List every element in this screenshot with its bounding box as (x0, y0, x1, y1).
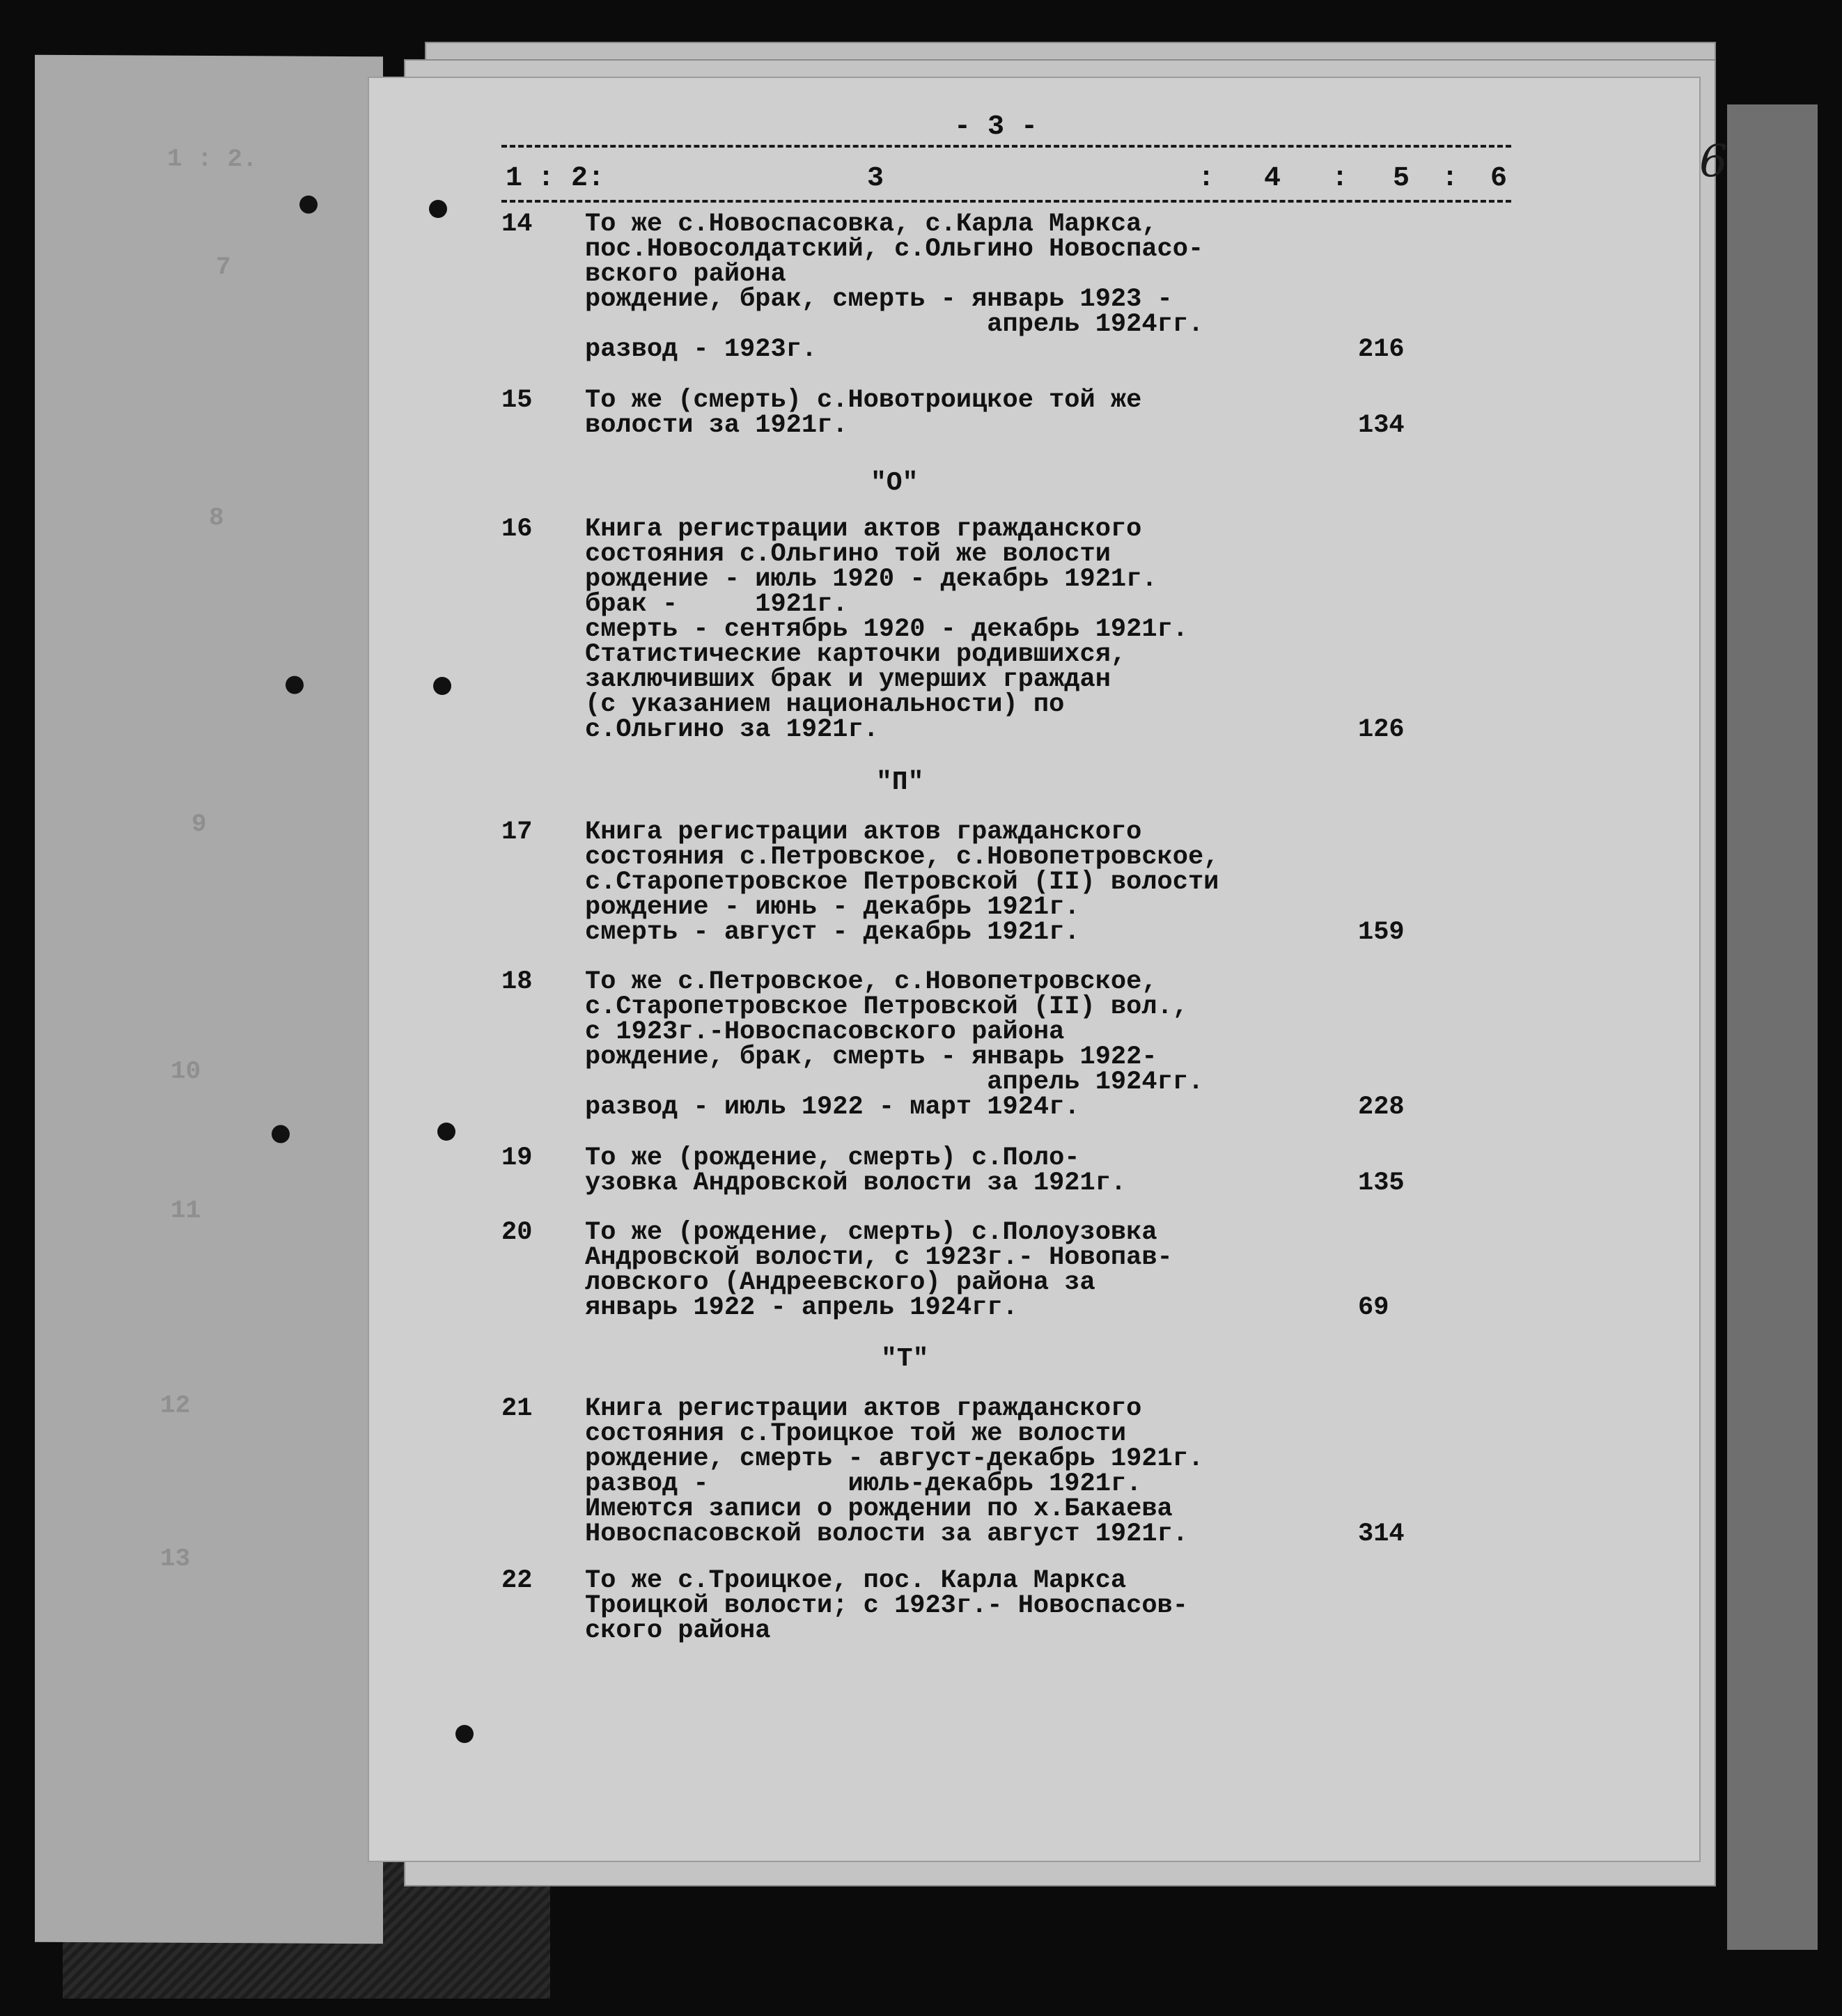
record-description (585, 1396, 1316, 1547)
column-header-6: 6 (1490, 163, 1508, 194)
record-description-line: с.Старопетровское Петровской (II) вол., (585, 992, 1188, 1022)
punch-hole (286, 676, 304, 694)
column-header-colon: : (1442, 163, 1459, 194)
record-number: 18 (501, 967, 533, 997)
record-number: 22 (501, 1566, 533, 1595)
left-page-entry-number: 9 (192, 809, 207, 838)
record-description-line: рождение, брак, смерть - январь 1923 - (585, 285, 1173, 314)
folder-board (1727, 104, 1818, 1950)
left-page (35, 55, 383, 1944)
record-description-line: развод - 1923г. (585, 335, 818, 364)
record-number: 21 (501, 1394, 533, 1423)
record-description-line: с.Старопетровское Петровской (II) волости (585, 868, 1219, 897)
column-header-colon: : (1332, 163, 1349, 194)
record-description-line: То же с.Петровское, с.Новопетровское, (585, 967, 1157, 997)
record-description (585, 1143, 1316, 1198)
column-header-2: 2: (571, 163, 605, 194)
left-page-entry-number: 12 (160, 1391, 191, 1420)
record-description-line: Троицкой волости; с 1923г.- Новоспасов- (585, 1591, 1188, 1620)
record-description (585, 1566, 1316, 1646)
record-description-line: (с указанием национальности) по (585, 690, 1065, 719)
record-description (585, 388, 1316, 438)
left-page-entry-number: 10 (171, 1056, 201, 1086)
top-rule (501, 145, 1511, 148)
column-header-3: 3 (867, 163, 884, 194)
record-description-line: волости за 1921г. (585, 411, 848, 440)
record-description-line: Новоспасовской волости за август 1921г. (585, 1519, 1188, 1549)
record-description (585, 517, 1316, 742)
record-number: 17 (501, 818, 533, 847)
section-letter-heading: "П" (876, 767, 924, 797)
record-item-count: 216 (1358, 335, 1405, 364)
punch-hole (433, 677, 451, 695)
record-description-line: Книга регистрации актов гражданского (585, 515, 1142, 544)
document-page (369, 78, 1699, 1861)
record-description-line: брак - 1921г. (585, 590, 848, 619)
record-description-line: Книга регистрации актов гражданского (585, 818, 1142, 847)
punch-hole (429, 200, 447, 218)
record-number: 16 (501, 515, 533, 544)
left-page-entry-number: 13 (160, 1544, 191, 1573)
record-description-line: ского района (585, 1616, 771, 1646)
record-number: 15 (501, 386, 533, 415)
record-description-line: пос.Новосолдатский, с.Ольгино Новоспасо- (585, 235, 1204, 264)
record-description-line: То же (рождение, смерть) с.Поло- (585, 1143, 1080, 1173)
column-header-1: 1 (506, 163, 523, 194)
record-description-line: смерть - август - декабрь 1921г. (585, 918, 1080, 947)
record-description-line: Имеются записи о рождении по х.Бакаева (585, 1494, 1173, 1524)
column-header-5: 5 (1393, 163, 1410, 194)
punch-hole (437, 1123, 455, 1141)
record-number: 19 (501, 1143, 533, 1173)
record-description (585, 820, 1316, 945)
handwritten-page-note: 6 (1699, 136, 1728, 187)
record-item-count: 69 (1358, 1293, 1389, 1322)
record-item-count: 159 (1358, 918, 1405, 947)
column-header-4: 4 (1264, 163, 1281, 194)
record-description-line: Статистические карточки родившихся, (585, 640, 1127, 669)
header-rule (501, 200, 1511, 203)
record-number: 14 (501, 210, 533, 239)
page-number: - 3 - (954, 111, 1038, 143)
record-description-line: с.Ольгино за 1921г. (585, 715, 879, 744)
section-letter-heading: "О" (871, 468, 919, 498)
record-description-line: вского района (585, 260, 786, 289)
record-description-line: Книга регистрации актов гражданского (585, 1394, 1142, 1423)
punch-hole (272, 1125, 290, 1143)
record-description (585, 969, 1316, 1120)
record-description-line: рождение - июнь - декабрь 1921г. (585, 893, 1080, 922)
column-header-colon: : (538, 163, 555, 194)
record-description-line: рождение, брак, смерть - январь 1922- (585, 1042, 1157, 1072)
section-letter-heading: "Т" (881, 1344, 929, 1374)
record-description-line: январь 1922 - апрель 1924гг. (585, 1293, 1018, 1322)
record-description-line: То же с.Новоспасовка, с.Карла Маркса, (585, 210, 1157, 239)
record-description (585, 212, 1316, 362)
left-page-entry-number: 11 (171, 1196, 201, 1225)
record-description-line: То же с.Троицкое, пос. Карла Маркса (585, 1566, 1127, 1595)
record-description-line: апрель 1924гг. (585, 1068, 1204, 1097)
record-description-line: состояния с.Петровское, с.Новопетровское, (585, 843, 1219, 872)
punch-hole (299, 196, 318, 214)
punch-hole (455, 1725, 474, 1743)
record-description-line: То же (смерть) с.Новотроицкое той же (585, 386, 1142, 415)
record-description-line: То же (рождение, смерть) с.Полоузовка (585, 1218, 1157, 1247)
left-page-header: 1 : 2. (167, 144, 258, 174)
record-description-line: Андровской волости, с 1923г.- Новопав- (585, 1243, 1173, 1272)
record-description-line: с 1923г.-Новоспасовского района (585, 1017, 1065, 1047)
record-description-line: рождение, смерть - август-декабрь 1921г. (585, 1444, 1204, 1474)
record-description-line: смерть - сентябрь 1920 - декабрь 1921г. (585, 615, 1188, 644)
record-description-line: рождение - июль 1920 - декабрь 1921г. (585, 565, 1157, 594)
record-description-line: развод - июль 1922 - март 1924г. (585, 1093, 1080, 1122)
record-number: 20 (501, 1218, 533, 1247)
record-description (585, 1220, 1316, 1320)
record-item-count: 228 (1358, 1093, 1405, 1122)
record-item-count: 135 (1358, 1169, 1405, 1198)
record-description-line: заключивших брак и умерших граждан (585, 665, 1111, 694)
record-description-line: развод - июль-декабрь 1921г. (585, 1469, 1142, 1499)
record-description-line: апрель 1924гг. (585, 310, 1204, 339)
record-item-count: 134 (1358, 411, 1405, 440)
record-description-line: ловского (Андреевского) района за (585, 1268, 1095, 1297)
left-page-entry-number: 8 (209, 503, 224, 533)
record-description-line: состояния с.Троицкое той же волости (585, 1419, 1127, 1448)
left-page-entry-number: 7 (216, 253, 231, 282)
column-header-colon: : (1198, 163, 1215, 194)
record-description-line: состояния с.Ольгино той же волости (585, 540, 1111, 569)
record-description-line: узовка Андровской волости за 1921г. (585, 1169, 1127, 1198)
record-item-count: 314 (1358, 1519, 1405, 1549)
record-item-count: 126 (1358, 715, 1405, 744)
